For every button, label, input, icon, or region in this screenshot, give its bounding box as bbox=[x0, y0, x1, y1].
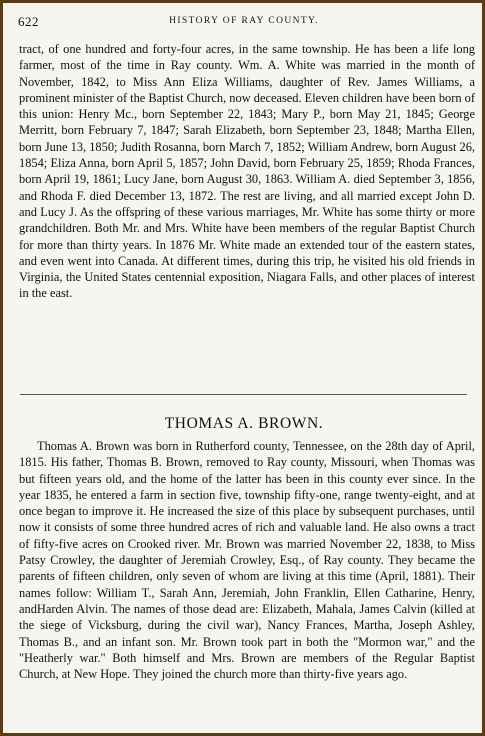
section-heading: THOMAS A. BROWN. bbox=[164, 415, 324, 432]
section-divider bbox=[20, 394, 467, 395]
page-number: 622 bbox=[18, 14, 39, 29]
book-page bbox=[8, 8, 480, 732]
paragraph-thomas-brown: Thomas A. Brown was born in Rutherford county, Tennessee, on the 28th day of April, 1815. His father, Thomas B. Brown, removed to Ray county, Missouri, when Thomas was but fifteen years old, and the home of the latter has been in this county ever since. In the year 1835, he entered a farm in section five, township fifty-one, range twenty-eight, and at once began to improve it. He increased the size of this place by subsequent purchases, until now it consists of some three hundred acres of rich and valuable land. He also owns a tract of fifty-five acres on Crooked river. Mr. Brown was married November 22, 1838, to Miss Patsy Crowley, the daughter of Jeremiah Crowley, Esq., of Ray county. They became the parents of fifteen children, only seven of whom are living at this time (April, 1881). Their names follow: William T., Sarah Ann, Jeremiah, John Franklin, Ellen Catharine, Henry, andHarden Alvin. The names of those dead are: Elizabeth, Mahala, James Calvin (killed at the siege of Vicksburg, during the civil war), Nancy Frances, Martha, Joseph Ashley, Thomas B., and an infant son. Mr. Brown took part in both the "Mormon war," and the "Heatherly war." Both himself and Mrs. Brown are members of the Regular Baptist Church, at New Hope. They joined the church more than thirty-five years ago. bbox=[19, 439, 475, 682]
paragraph-white-family: tract, of one hundred and forty-four acres, in the same township. He has been a life long farmer, most of the time in Ray county. Wm. A. White was married in the month of November, 1842, to Miss Ann Eliza Williams, daughter of Rev. James Williams, a prominent minister of the Baptist Church, now deceased. Eleven children have been born of this union: Henry Mc., born September 22, 1843; Mary P., born May 21, 1845; George Merritt, born February 7, 1847; Sarah Elizabeth, born September 23, 1848; Martha Ellen, born June 13, 1850; Judith Rosanna, born March 7, 1852; William Andrew, born August 26, 1854; Eliza Anna, born April 5, 1857; John David, born February 25, 1859; Rhoda Frances, born April 19, 1861; Lucy Jane, born August 30, 1863. William A. died September 3, 1856, and Rhoda F. died December 13, 1872. The rest are living, and all married except John D. and Lucy J. As the offspring of these various marriages, Mr. White has some thirty or more grandchildren. Both Mr. and Mrs. White have been members of the regular Baptist Church for more than thirty years. In 1876 Mr. White made an extended tour of the eastern states, and even went into Canada. At different times, during this trip, he visited his old friends in Virginia, the United States centennial exposition, Niagara Falls, and other places of interest in the east. bbox=[19, 42, 475, 301]
running-head: HISTORY OF RAY COUNTY. bbox=[169, 16, 319, 26]
